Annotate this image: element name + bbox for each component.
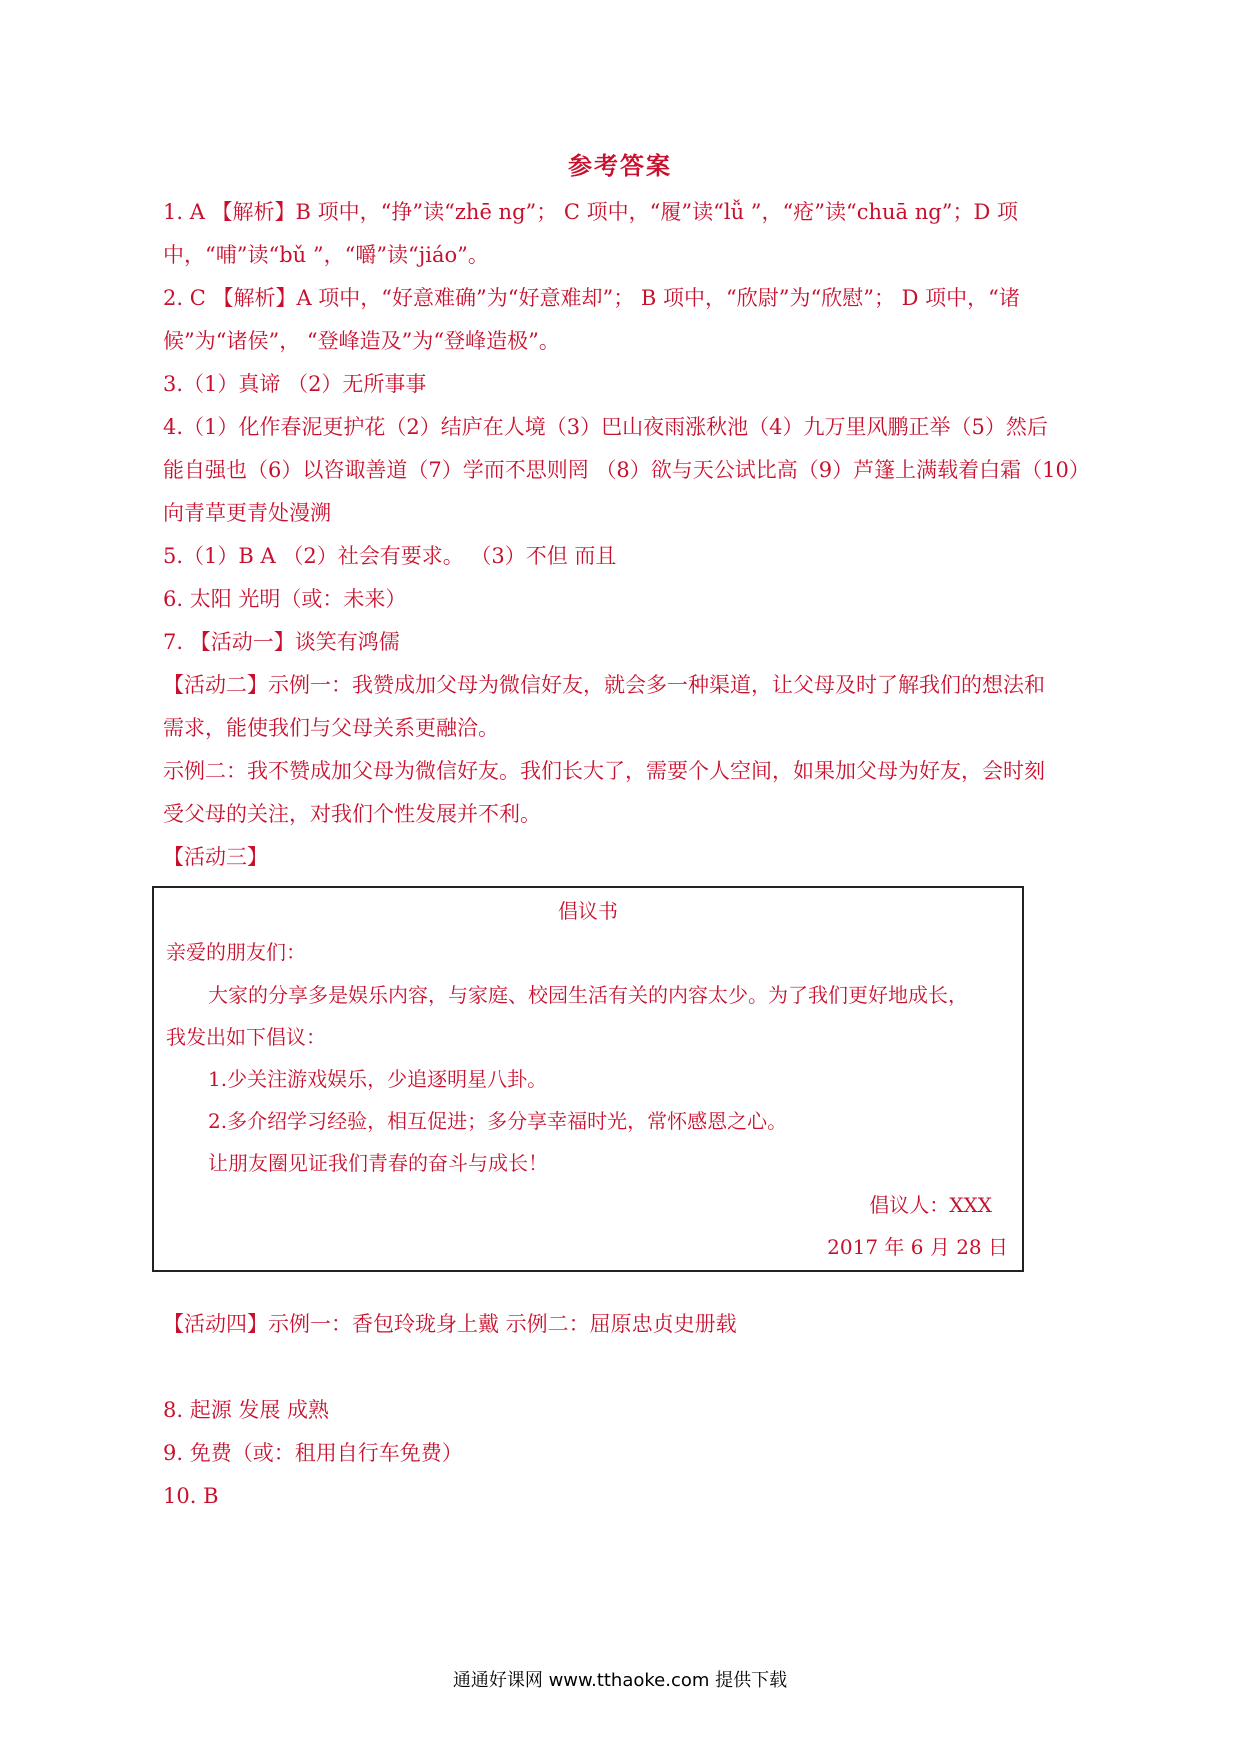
answer-line: 需求，能使我们与父母关系更融洽。	[163, 716, 499, 740]
answer-line: 示例二：我不赞成加父母为微信好友。我们长大了，需要个人空间，如果加父母为好友，会时刻	[163, 759, 1045, 783]
proposal-item: 1.少关注游戏娱乐，少追逐明星八卦。	[208, 1067, 548, 1091]
answer-line: 向青草更青处漫溯	[163, 501, 331, 525]
answer-line: 【活动四】示例一：香包玲珑身上戴 示例二：屈原忠贞史册载	[163, 1312, 737, 1336]
page-title: 参考答案	[568, 151, 672, 180]
proposal-signer: 倡议人：XXX	[869, 1193, 992, 1217]
proposal-item: 2.多介绍学习经验，相互促进；多分享幸福时光，常怀感恩之心。	[208, 1109, 788, 1133]
answer-line: 【活动三】	[163, 845, 268, 869]
answer-line: 7. 【活动一】谈笑有鸿儒	[163, 630, 400, 654]
answer-line: 4.（1）化作春泥更护花（2）结庐在人境（3）巴山夜雨涨秋池（4）九万里风鹏正举（5）然后	[163, 415, 1048, 439]
answer-line: 候”为“诸侯”， “登峰造及”为“登峰造极”。	[163, 329, 560, 353]
answer-line: 9. 免费（或：租用自行车免费）	[163, 1441, 463, 1465]
proposal-body: 大家的分享多是娱乐内容，与家庭、校园生活有关的内容太少。为了我们更好地成长，	[208, 983, 968, 1007]
answer-line: 10. B	[163, 1484, 219, 1508]
proposal-box	[152, 886, 1024, 1272]
answer-line: 3.（1）真谛 （2）无所事事	[163, 372, 427, 396]
page-footer: 通通好课网 www.tthaoke.com 提供下载	[452, 1670, 788, 1691]
proposal-closing: 让朋友圈见证我们青春的奋斗与成长！	[208, 1151, 548, 1175]
proposal-date: 2017 年 6 月 28 日	[827, 1235, 1008, 1259]
proposal-heading: 倡议书	[558, 899, 618, 923]
answer-line: 5.（1）B A （2）社会有要求。 （3）不但 而且	[163, 544, 617, 568]
answer-line: 2. C 【解析】A 项中，“好意难确”为“好意难却”； B 项中，“欣尉”为“欣慰”； D 项中，“诸	[163, 286, 1020, 310]
proposal-greeting: 亲爱的朋友们：	[166, 940, 306, 964]
answer-line: 6. 太阳 光明（或：未来）	[163, 587, 407, 611]
proposal-body: 我发出如下倡议：	[166, 1025, 326, 1049]
answer-line: 能自强也（6）以咨诹善道（7）学而不思则罔 （8）欲与天公试比高（9）芦篷上满载着白霜（10）	[163, 458, 1090, 482]
answer-line: 1. A 【解析】B 项中，“挣”读“zhē ng”； C 项中，“履”读“lǚ ”，“疮”读“chuā ng”；D 项	[163, 200, 1018, 224]
answer-line: 受父母的关注，对我们个性发展并不利。	[163, 802, 541, 826]
answer-line: 中，“哺”读“bǔ ”，“嚼”读“jiáo”。	[163, 243, 489, 267]
answer-line: 【活动二】示例一：我赞成加父母为微信好友，就会多一种渠道，让父母及时了解我们的想法和	[163, 673, 1045, 697]
answer-line: 8. 起源 发展 成熟	[163, 1398, 330, 1422]
